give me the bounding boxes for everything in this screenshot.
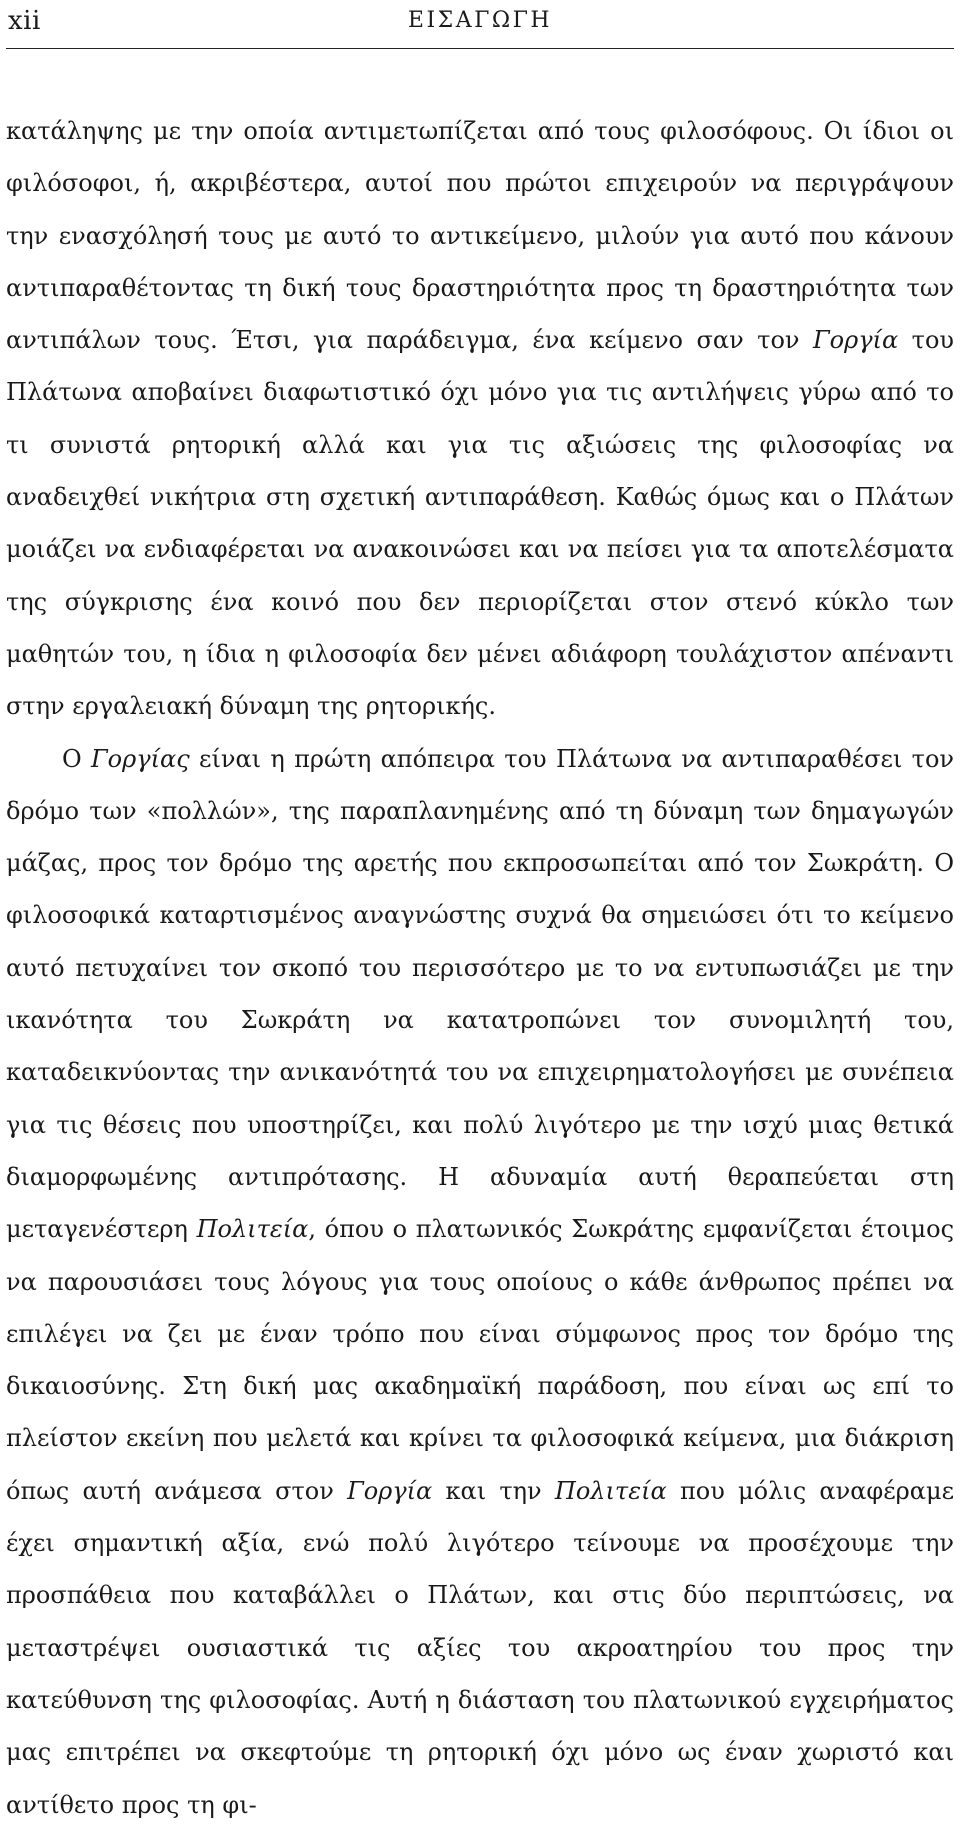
work-title-gorgias: Γοργίας <box>91 744 190 773</box>
text-run: είναι η πρώτη απόπειρα του Πλάτωνα να αντιπαραθέσει τον δρόμο των «πολλών», της παραπλανημένης από τη δύναμη των δημαγωγών μάζας, προς τον δρόμο της αρετής που εκπροσωπείται από τον Σωκράτη. Ο φιλοσοφικά καταρτισμένος αναγνώστης συχνά θα σημειώσει ότι το κείμενο αυτό πετυχαίνει τον σκοπό του περισσότερο με το να εντυπωσιάζει με την ικανότητα του Σωκράτη να κατατροπώνει τον συνομιλητή του, καταδεικνύοντας την ανικανότητά του να επιχειρηματολογήσει με συνέπεια για τις θέσεις που υποστηρίζει, και πολύ λιγότερο με την ισχύ μιας θετικά διαμορφωμένης αντιπρότασης. Η αδυναμία αυτή θεραπεύεται στη μεταγενέστερη <box>6 744 954 1244</box>
work-title-republic: Πολιτεία <box>554 1476 667 1505</box>
book-page <box>6 0 954 1831</box>
work-title-republic: Πολιτεία <box>196 1215 309 1244</box>
running-header <box>6 0 954 49</box>
work-title-gorgias: Γοργία <box>813 326 899 355</box>
paragraph-2 <box>6 733 954 1831</box>
running-title: ΕΙΣΑΓΩΓΗ <box>407 8 553 33</box>
text-run: που μόλις αναφέραμε έχει σημαντική αξία, ενώ πολύ λιγότερο τείνουμε να προσέχουμε την προσπάθεια που καταβάλλει ο Πλάτων, και στις δύο περιπτώσεις, να μεταστρέψει ουσιαστικά τις αξίες του ακροατηρίου του προς την κατεύθυνση της φιλοσοφίας. Αυτή η διάσταση του πλατωνικού εγχειρήματος μας επιτρέπει να σκεφτούμε τη ρητορική όχι μόνο ως έναν χωριστό και αντίθετο προς τη φι- <box>6 1476 955 1819</box>
text-run: Ο <box>62 744 92 773</box>
paragraph-1 <box>6 105 954 733</box>
text-run: του Πλάτωνα αποβαίνει διαφωτιστικό όχι μόνο για τις αντιλήψεις γύρω από το τι συνιστά ρητορική αλλά και για τις αξιώσεις της φιλοσοφίας να αναδειχθεί νικήτρια στη σχετική αντιπαράθεση. Καθώς όμως και ο Πλάτων μοιάζει να ενδιαφέρεται να ανακοινώσει και να πείσει για τα αποτελέσματα της σύγκρισης ένα κοινό που δεν περιορίζεται στον στενό κύκλο των μαθητών του, η ίδια η φιλοσοφία δεν μένει αδιάφορη τουλάχιστον απέναντι στην εργαλειακή δύναμη της ρητορικής. <box>6 326 954 721</box>
text-run: και την <box>432 1476 555 1505</box>
work-title-gorgias: Γοργία <box>347 1476 433 1505</box>
page-number: xii <box>8 6 41 36</box>
body-text <box>6 105 954 1831</box>
text-run: , όπου ο πλατωνικός Σωκράτης εμφανίζεται έτοιμος να παρουσιάσει τους λόγους για τους οποίους ο κάθε άνθρωπος πρέπει να επιλέγει να ζει με έναν τρόπο που είναι σύμφωνος προς τον δρόμο της δικαιοσύνης. Στη δική μας ακαδημαϊκή παράδοση, που είναι ως επί το πλείστον εκείνη που μελετά και κρίνει τα φιλοσοφικά κείμενα, μια διάκριση όπως αυτή ανάμεσα στον <box>6 1215 955 1505</box>
text-run: κατάληψης με την οποία αντιμετωπίζεται από τους φιλοσόφους. Οι ίδιοι οι φιλόσοφοι, ή, ακριβέστερα, αυτοί που πρώτοι επιχειρούν να περιγράψουν την ενασχόλησή τους με αυτό το αντικείμενο, μιλούν για αυτό που κάνουν αντιπαραθέτοντας τη δική τους δραστηριότητα προς τη δραστηριότητα των αντιπάλων τους. Έτσι, για παράδειγμα, ένα κείμενο σαν τον <box>6 117 954 355</box>
